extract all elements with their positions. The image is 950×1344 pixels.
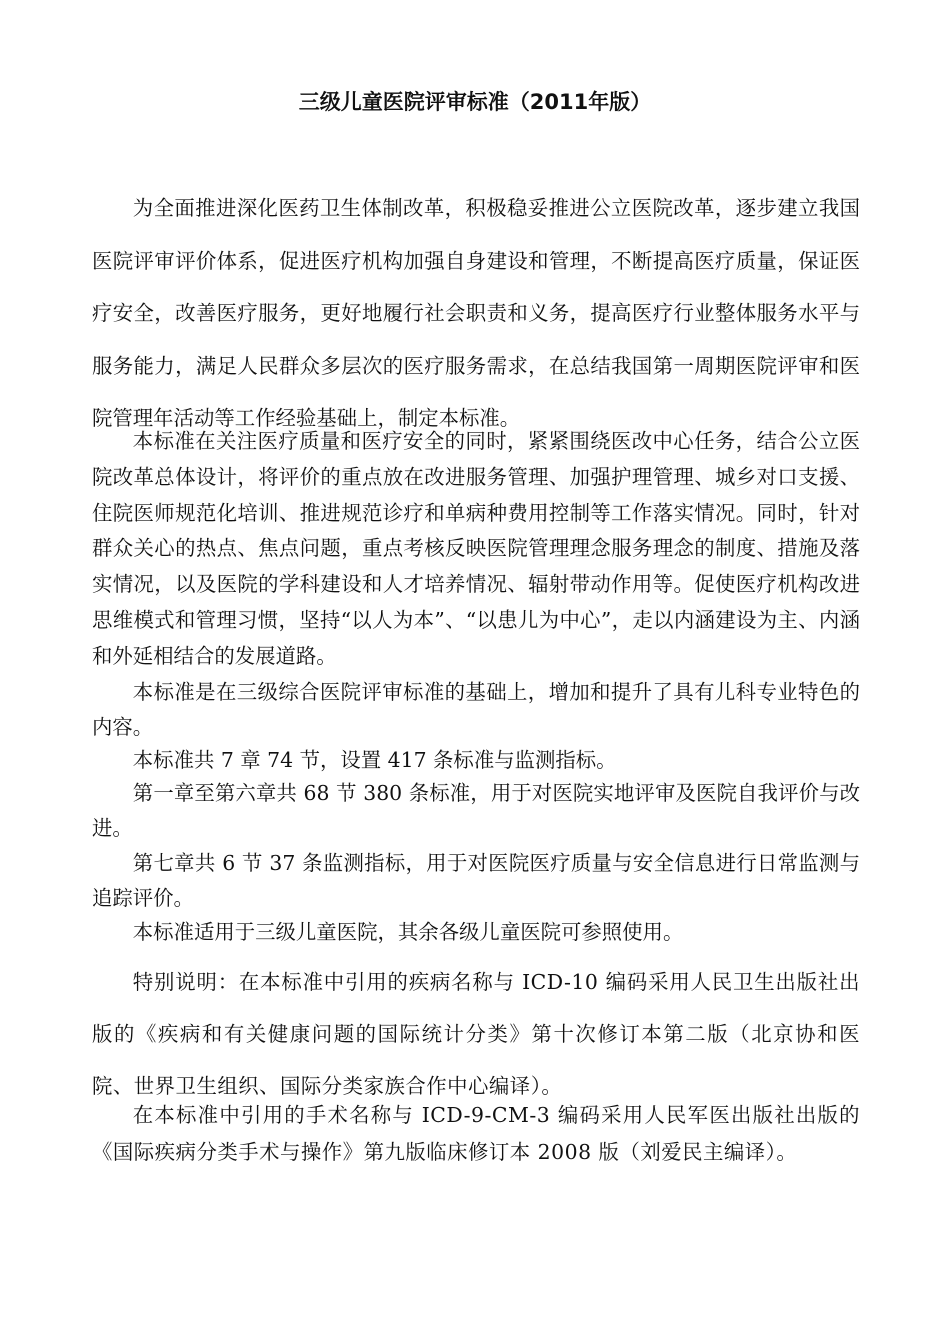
paragraph-structure: 本标准共 7 章 74 节，设置 417 条标准与监测指标。 (132, 748, 617, 772)
paragraph-chapter-7: 第七章共 6 节 37 条监测指标，用于对医院医疗质量与安全信息进行日常监测与追踪评价。 (92, 851, 860, 910)
paragraph-scope: 本标准适用于三级儿童医院，其余各级儿童医院可参照使用。 (132, 920, 684, 944)
paragraph-intro: 为全面推进深化医药卫生体制改革，积极稳妥推进公立医院改革，逐步建立我国医院评审评价体系，促进医疗机构加强自身建设和管理，不断提高医疗质量，保证医疗安全，改善医疗服务，更好地履行社会职责和义务，提高医疗行业整体服务水平与服务能力，满足人民群众多层次的医疗服务需求，在总结我国第一周期医院评审和医院管理年活动等工作经验基础上，制定本标准。 (92, 196, 860, 430)
paragraph-pediatric: 本标准是在三级综合医院评审标准的基础上，增加和提升了具有儿科专业特色的内容。 (92, 680, 860, 739)
paragraph-focus: 本标准在关注医疗质量和医疗安全的同时，紧紧围绕医改中心任务，结合公立医院改革总体设计，将评价的重点放在改进服务管理、加强护理管理、城乡对口支援、住院医师规范化培训、推进规范诊疗和单病种费用控制等工作落实情况。同时，针对群众关心的热点、焦点问题，重点考核反映医院管理理念服务理念的制度、措施及落实情况，以及医院的学科建设和人才培养情况、辐射带动作用等。促使医疗机构改进思维模式和管理习惯，坚持“以人为本”、“以患儿为中心”，走以内涵建设为主、内涵和外延相结合的发展道路。 (92, 429, 860, 668)
document-title: 三级儿童医院评审标准（2011年版） (298, 90, 652, 114)
paragraph-chapters-1-6: 第一章至第六章共 68 节 380 条标准，用于对医院实地评审及医院自我评价与改进。 (92, 781, 860, 840)
paragraph-disease-coding: 特别说明：在本标准中引用的疾病名称与 ICD-10 编码采用人民卫生出版社出版的《疾病和有关健康问题的国际统计分类》第十次修订本第二版（北京协和医院、世界卫生组织、国际分类家族合作中心编译）。 (92, 970, 860, 1098)
paragraph-procedure-coding: 在本标准中引用的手术名称与 ICD-9-CM-3 编码采用人民军医出版社出版的《国际疾病分类手术与操作》第九版临床修订本 2008 版（刘爱民主编译）。 (92, 1103, 860, 1164)
